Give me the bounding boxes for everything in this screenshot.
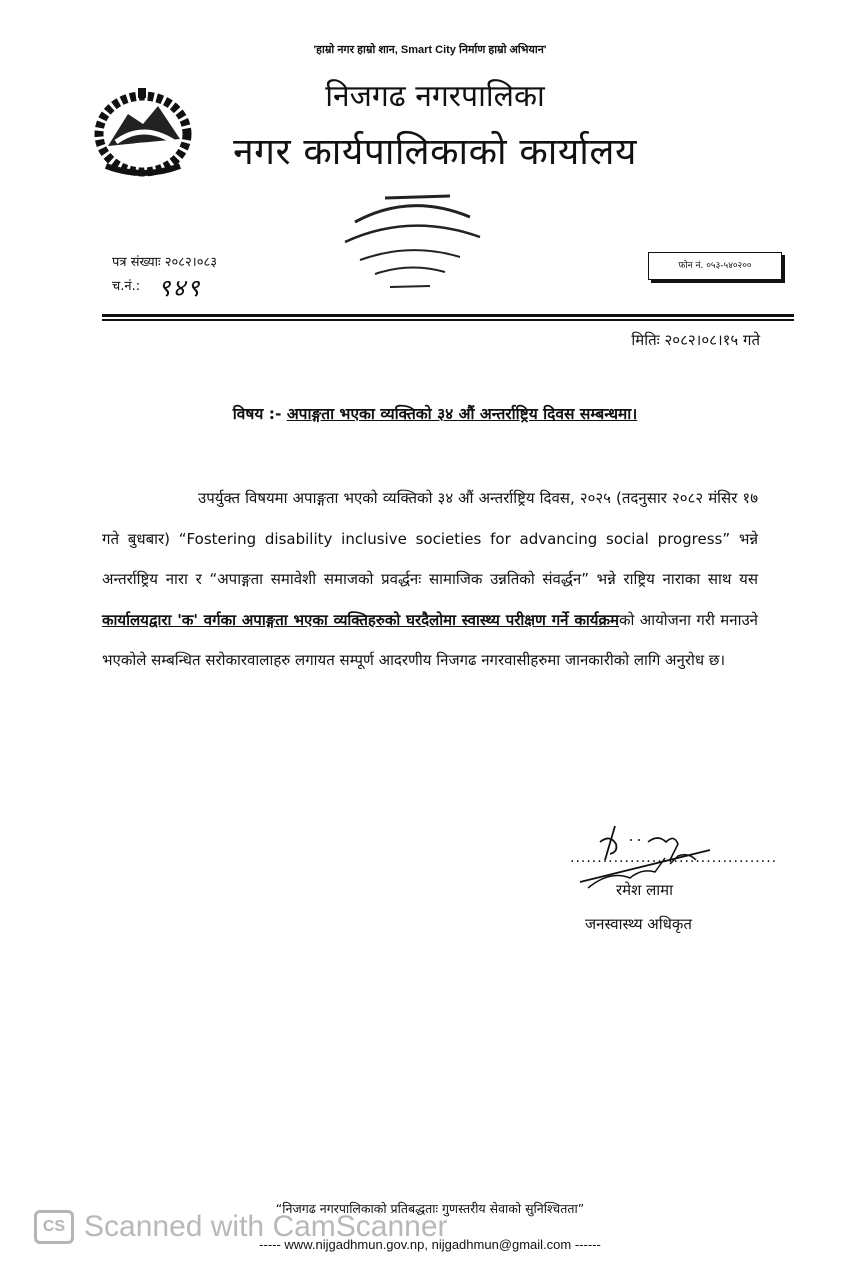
reference-label: पत्र संख्याः bbox=[112, 255, 161, 270]
header-divider-secondary bbox=[102, 319, 794, 321]
dispatch-number: ९४९ bbox=[158, 274, 202, 302]
municipality-name: निजगढ नगरपालिका bbox=[325, 79, 545, 114]
camscanner-logo-icon: CS bbox=[34, 1210, 74, 1244]
footer-contact: ----- www.nijgadhmun.gov.np, nijgadhmun@gmail.com ------ bbox=[259, 1237, 601, 1252]
subject-label: विषय :- bbox=[232, 405, 282, 423]
office-name: नगर कार्यपालिकाको कार्यालय bbox=[233, 130, 637, 173]
phone-box: फोन नं. ०५३-५४०२०० bbox=[648, 252, 782, 280]
header-divider bbox=[102, 314, 794, 317]
reference-number bbox=[112, 252, 217, 270]
signature-dotted-line: ...................................... bbox=[570, 850, 778, 866]
letter-date: मितिः २०८२।०८।१५ गते bbox=[631, 331, 760, 349]
office-stamp-icon bbox=[330, 182, 490, 297]
signatory-title: जनस्वास्थ्य अधिकृत bbox=[585, 915, 692, 933]
slogan: 'हाम्रो नगर हाम्रो शान, Smart City निर्माण हाम्रो अभियान' bbox=[313, 44, 547, 56]
camscanner-text: Scanned with CamScanner bbox=[84, 1210, 448, 1243]
nepal-government-emblem-icon bbox=[88, 84, 198, 180]
dispatch-label: च.नं.: bbox=[112, 279, 141, 294]
signatory-name: रमेश लामा bbox=[616, 881, 673, 899]
body-text-underlined: कार्यालयद्वारा 'क' वर्गका अपाङ्गता भएका व्यक्तिहरुको घरदैलोमा स्वास्थ्य परीक्षण गर्ने कार्यक्रम bbox=[102, 610, 619, 629]
letter-body bbox=[102, 478, 758, 681]
subject-line bbox=[140, 402, 730, 424]
reference-value: २०८२।०८३ bbox=[164, 255, 218, 270]
body-text-part2: को आयोजना गरी मनाउने भएकोले सम्बन्धित सरोकारवालाहरु लगायत सम्पूर्ण आदरणीय निजगढ नगरवासीहरुमा जानकारीको लागि अनुरोध छ। bbox=[102, 610, 758, 669]
body-text-part1: उपर्युक्त विषयमा अपाङ्गता भएको व्यक्तिको ३४ औं अन्तर्राष्ट्रिय दिवस, २०२५ (तदनुसार २०८२ मंसिर १७ गते बुधबार) “Fostering disability inclusive societies for advancing social progress” भन्ने अन्तर्राष्ट्रिय नारा र “अपाङ्गता समावेशी समाजको प्रवर्द्धनः सामाजिक उन्नतिको संवर्द्धन” भन्ने राष्ट्रिय नाराका साथ यस bbox=[102, 489, 758, 588]
footer-quote: “निजगढ नगरपालिकाको प्रतिबद्धताः गुणस्तरीय सेवाको सुनिश्चितता” bbox=[275, 1201, 585, 1216]
subject-text: अपाङ्गता भएका व्यक्तिको ३४ औं अन्तर्राष्ट्रिय दिवस सम्बन्धमा। bbox=[286, 405, 638, 423]
camscanner-watermark bbox=[34, 1210, 448, 1244]
